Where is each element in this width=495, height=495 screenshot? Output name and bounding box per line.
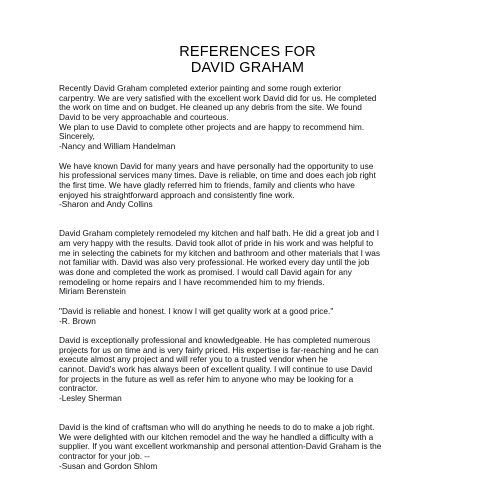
reference-line: not familiar with. David was also very professional. He worked every day until the job: [59, 257, 370, 268]
reference-signature: -Susan and Gordon Shlom: [59, 460, 158, 471]
document-title-line-1: REFERENCES FOR: [179, 44, 316, 60]
reference-line: execute almost any project and will refer you to a trusted vendor when he: [59, 354, 328, 365]
reference-signature: -Lesley Sherman: [59, 393, 122, 404]
reference-signature: -R. Brown: [59, 315, 96, 326]
reference-line: the work on time and on budget. He cleaned up any debris from the site. We found: [59, 102, 362, 113]
reference-line: remodeling or home repairs and I have recommended him to my friends.: [59, 276, 325, 287]
reference-line: am very happy with the results. David took allot of pride in his work and was helpful to: [59, 238, 374, 249]
reference-line: We plan to use David to complete other projects and are happy to recommend him.: [59, 121, 365, 132]
reference-signature: -Sharon and Andy Collins: [59, 199, 153, 210]
reference-line: the first time. We have gladly referred him to friends, family and clients who have: [59, 179, 355, 190]
reference-line: We have known David for many years and have personally had the opportunity to use: [59, 160, 374, 171]
reference-line: "David is reliable and honest. I know I will get quality work at a good price.": [59, 305, 334, 316]
reference-line: for projects in the future as well as refer him to anyone who may be looking for a: [59, 373, 354, 384]
reference-line: David is the kind of craftsman who will do anything he needs to do to make a job right.: [59, 422, 375, 433]
reference-line: contractor for your job. --: [59, 451, 150, 462]
reference-line: enjoyed his straightforward approach and consistently fine work.: [59, 189, 295, 200]
reference-sherman: [59, 336, 449, 404]
reference-brown: [59, 307, 449, 326]
reference-signature: -Nancy and William Handelman: [59, 141, 176, 152]
references-body: [59, 84, 449, 472]
reference-line: his professional services many times. Dave is reliable, on time and does each job right: [59, 170, 376, 181]
reference-handelman: [59, 84, 449, 152]
reference-line: contractor.: [59, 383, 98, 394]
reference-line: projects for us on time and is very fairly priced. His expertise is far-reaching and he can: [59, 344, 379, 355]
reference-collins: [59, 162, 449, 210]
reference-line: supplier. If you want excellent workmanship and personal attention-David Graham is the: [59, 441, 382, 452]
reference-line: me in selecting the cabinets for my kitchen and bathroom and other materials that I was: [59, 247, 380, 258]
reference-line: cannot. David's work has always been of excellent quality. I will continue to use David: [59, 363, 373, 374]
reference-line: David Graham completely remodeled my kitchen and half bath. He did a great job and I: [59, 228, 380, 239]
reference-line: David to be very approachable and courteous.: [59, 112, 229, 123]
reference-line: Sincerely,: [59, 131, 95, 142]
reference-shlom: [59, 423, 449, 471]
reference-line: We were delighted with our kitchen remodel and the way he handled a difficulty with a: [59, 431, 374, 442]
reference-signature: Miriam Berenstein: [59, 286, 126, 297]
reference-line: carpentry. We are very satisfied with the excellent work David did for us. He completed: [59, 92, 377, 103]
reference-berenstein: [59, 229, 449, 297]
reference-line: Recently David Graham completed exterior painting and some rough exterior: [59, 83, 342, 93]
reference-line: David is exceptionally professional and knowledgeable. He has completed numerous: [59, 334, 371, 345]
reference-line: was done and completed the work as promised. I would call David again for any: [59, 267, 352, 278]
document-title-line-2: DAVID GRAHAM: [190, 60, 305, 76]
